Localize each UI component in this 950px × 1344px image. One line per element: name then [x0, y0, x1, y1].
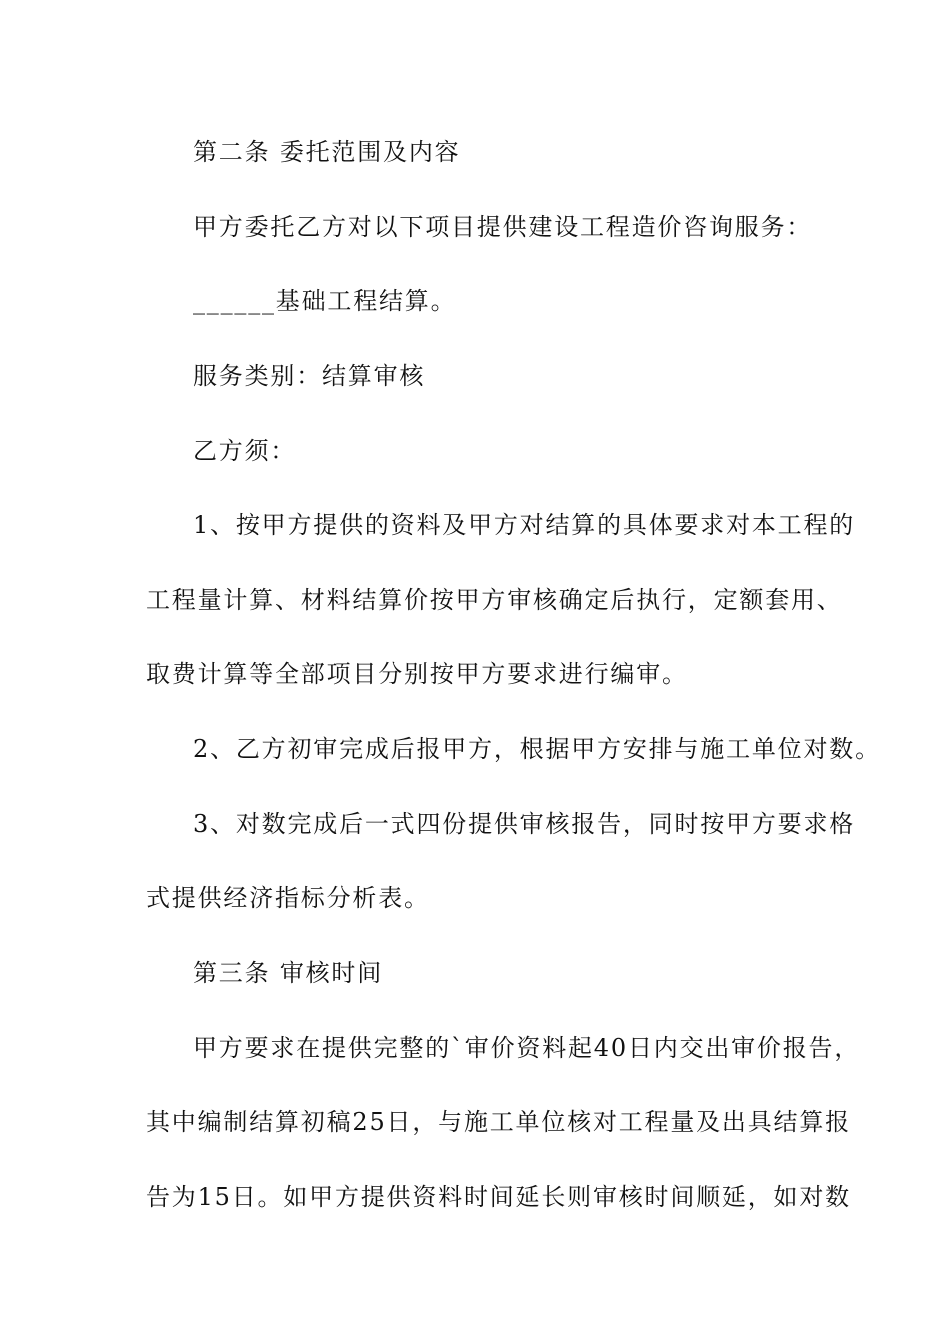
paragraph-line: 乙方须： — [193, 437, 297, 465]
paragraph-line: 甲方要求在提供完整的`审价资料起40日内交出审价报告， — [193, 1034, 861, 1062]
paragraph-line: 告为15日。如甲方提供资料时间延长则审核时间顺延，如对数 — [146, 1183, 851, 1211]
paragraph-line: 式提供经济指标分析表。 — [146, 884, 430, 912]
paragraph-line: ______基础工程结算。 — [193, 287, 457, 315]
paragraph-line: 2、乙方初审完成后报甲方，根据甲方安排与施工单位对数。 — [193, 735, 881, 763]
section-heading-3: 第三条 审核时间 — [193, 959, 384, 987]
paragraph-line: 其中编制结算初稿25日，与施工单位核对工程量及出具结算报 — [146, 1108, 851, 1136]
paragraph-line: 甲方委托乙方对以下项目提供建设工程造价咨询服务： — [193, 213, 813, 241]
section-heading-2: 第二条 委托范围及内容 — [193, 138, 461, 166]
paragraph-line: 工程量计算、材料结算价按甲方审核确定后执行，定额套用、 — [146, 586, 843, 614]
paragraph-line: 3、对数完成后一式四份提供审核报告，同时按甲方要求格 — [193, 810, 856, 838]
paragraph-line: 服务类别：结算审核 — [193, 362, 426, 390]
paragraph-line: 取费计算等全部项目分别按甲方要求进行编审。 — [146, 660, 688, 688]
paragraph-line: 1、按甲方提供的资料及甲方对结算的具体要求对本工程的 — [193, 511, 856, 539]
